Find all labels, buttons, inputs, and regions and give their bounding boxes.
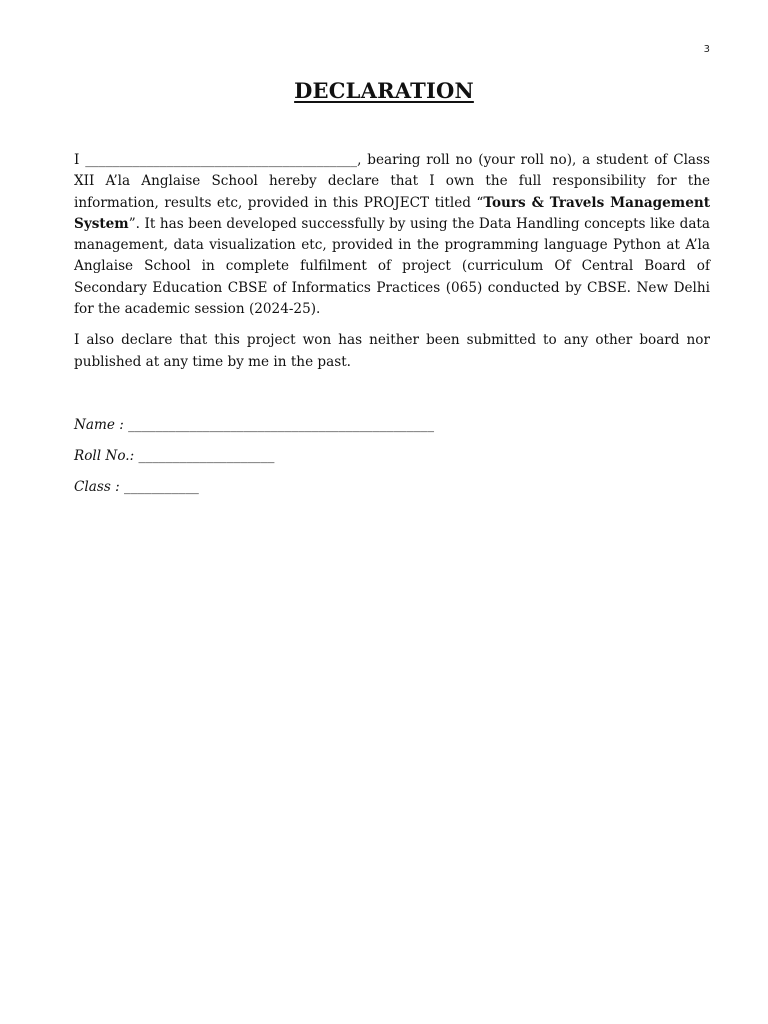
page-title: DECLARATION — [294, 78, 474, 103]
declaration-paragraph-1 — [74, 150, 710, 320]
declaration-paragraph-2: I also declare that this project won has neither been submitted to any other board nor published at any time by me in the past. — [74, 332, 710, 370]
signature-fields — [74, 414, 434, 507]
name-field: Name : _____________________________________________ — [74, 417, 435, 433]
project-title: Tours & Travels Management System — [74, 194, 711, 232]
class-field: Class : ___________ — [74, 479, 199, 495]
declaration-text-end: ”. It has been developed successfully by using the Data Handling concepts like data management, data visualization etc, provided in the programming language Python at A’la Anglaise School in complete fulfilment of project (curriculum Of Central Board of Secondary Education CBSE of Informatics Practices (065) conducted by CBSE. New Delhi for the academic session (2024-25). — [74, 215, 710, 318]
declaration-body — [74, 150, 710, 383]
declaration-text-start: I ________________________________________, bearing roll no (your roll no), a student of Class XII A’la Anglaise School hereby declare that I own the full responsibility for the information, results etc, provided in this PROJECT titled “ — [74, 152, 710, 211]
roll-no-field: Roll No.: ____________________ — [74, 448, 275, 464]
page-number: 3 — [703, 44, 710, 55]
